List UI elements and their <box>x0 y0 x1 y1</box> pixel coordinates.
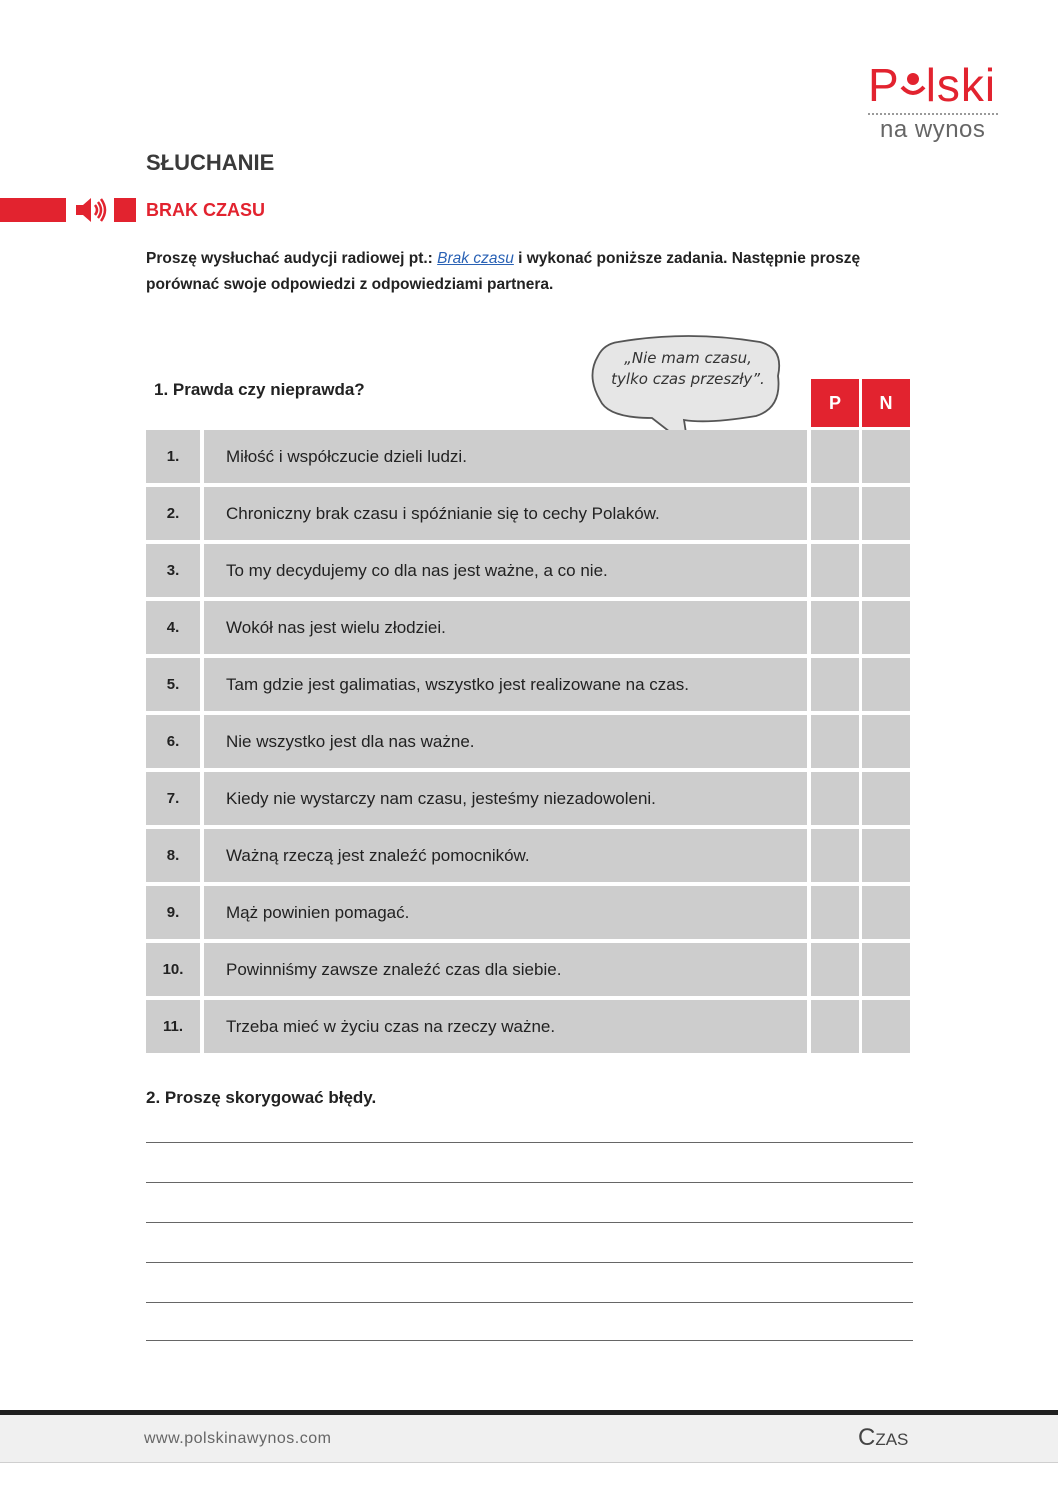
instructions <box>146 246 926 298</box>
accent-bar <box>0 198 66 222</box>
row-statement: Ważną rzeczą jest znaleźć pomocników. <box>204 829 807 882</box>
answer-cell-true[interactable] <box>811 1000 859 1053</box>
answer-line[interactable] <box>146 1262 913 1263</box>
answer-cell-true[interactable] <box>811 715 859 768</box>
table-row <box>146 772 910 825</box>
row-statement: Nie wszystko jest dla nas ważne. <box>204 715 807 768</box>
speech-bubble-quote: „Nie mam czasu, tylko czas przeszły”. <box>611 349 765 388</box>
row-statement: Trzeba mieć w życiu czas na rzeczy ważne. <box>204 1000 807 1053</box>
answer-cell-false[interactable] <box>862 430 910 483</box>
task2-title: 2. Proszę skorygować błędy. <box>146 1088 377 1107</box>
answer-cell-true[interactable] <box>811 658 859 711</box>
audio-link[interactable]: Brak czasu <box>437 250 514 267</box>
row-number: 3. <box>146 544 200 597</box>
row-statement: Tam gdzie jest galimatias, wszystko jest realizowane na czas. <box>204 658 807 711</box>
row-statement: To my decydujemy co dla nas jest ważne, a co nie. <box>204 544 807 597</box>
table-row <box>146 544 910 597</box>
answer-cell-false[interactable] <box>862 601 910 654</box>
row-number: 8. <box>146 829 200 882</box>
task1-title: 1. Prawda czy nieprawda? <box>154 380 365 399</box>
row-number: 7. <box>146 772 200 825</box>
answer-cell-true[interactable] <box>811 430 859 483</box>
row-number: 6. <box>146 715 200 768</box>
logo-brand <box>868 60 996 110</box>
answer-cell-true[interactable] <box>811 601 859 654</box>
table-row <box>146 886 910 939</box>
answer-cell-false[interactable] <box>862 1000 910 1053</box>
table-row <box>146 430 910 483</box>
section-title: SŁUCHANIE <box>146 150 275 175</box>
table-row <box>146 829 910 882</box>
exercise-title: BRAK CZASU <box>146 200 265 220</box>
logo-brand-suffix: lski <box>925 59 997 111</box>
footer-topic: Czas <box>858 1424 909 1451</box>
row-number: 1. <box>146 430 200 483</box>
table-row <box>146 487 910 540</box>
table-row <box>146 943 910 996</box>
speaker-icon <box>74 194 108 226</box>
answer-line[interactable] <box>146 1142 913 1143</box>
answer-cell-false[interactable] <box>862 715 910 768</box>
answer-cell-false[interactable] <box>862 943 910 996</box>
footer-url[interactable]: www.polskinawynos.com <box>144 1430 332 1447</box>
row-number: 2. <box>146 487 200 540</box>
answer-cell-false[interactable] <box>862 829 910 882</box>
answer-line[interactable] <box>146 1182 913 1183</box>
answer-cell-false[interactable] <box>862 658 910 711</box>
row-number: 10. <box>146 943 200 996</box>
logo-smile-icon <box>900 71 926 101</box>
row-statement: Wokół nas jest wielu złodziei. <box>204 601 807 654</box>
answer-cell-true[interactable] <box>811 886 859 939</box>
table-row <box>146 658 910 711</box>
answer-line[interactable] <box>146 1302 913 1303</box>
row-number: 5. <box>146 658 200 711</box>
answer-line[interactable] <box>146 1340 913 1341</box>
accent-square <box>114 198 136 222</box>
answer-cell-false[interactable] <box>862 886 910 939</box>
column-header-false: N <box>862 379 910 427</box>
logo-brand-prefix: P <box>868 59 900 111</box>
answer-cell-false[interactable] <box>862 544 910 597</box>
logo <box>860 60 1010 150</box>
table-row <box>146 715 910 768</box>
column-header-true: P <box>811 379 859 427</box>
answer-cell-true[interactable] <box>811 487 859 540</box>
table-row <box>146 1000 910 1053</box>
logo-divider <box>868 113 998 115</box>
row-statement: Powinniśmy zawsze znaleźć czas dla siebie. <box>204 943 807 996</box>
instructions-text-end: i wykonać poniższe zadania. Następnie proszę porównać swoje odpowiedzi z odpowiedziami partnera. <box>146 250 861 293</box>
answer-cell-true[interactable] <box>811 772 859 825</box>
answer-line[interactable] <box>146 1222 913 1223</box>
row-statement: Chroniczny brak czasu i spóźnianie się to cechy Polaków. <box>204 487 807 540</box>
answer-cell-false[interactable] <box>862 772 910 825</box>
table-row <box>146 601 910 654</box>
row-statement: Mąż powinien pomagać. <box>204 886 807 939</box>
true-false-table <box>146 430 910 1057</box>
logo-subtitle: na wynos <box>880 116 986 143</box>
answer-cell-false[interactable] <box>862 487 910 540</box>
row-number: 11. <box>146 1000 200 1053</box>
row-statement: Miłość i współczucie dzieli ludzi. <box>204 430 807 483</box>
row-number: 9. <box>146 886 200 939</box>
row-number: 4. <box>146 601 200 654</box>
answer-cell-true[interactable] <box>811 544 859 597</box>
row-statement: Kiedy nie wystarczy nam czasu, jesteśmy niezadowoleni. <box>204 772 807 825</box>
instructions-text-start: Proszę wysłuchać audycji radiowej pt.: <box>146 250 438 267</box>
answer-cell-true[interactable] <box>811 943 859 996</box>
answer-cell-true[interactable] <box>811 829 859 882</box>
